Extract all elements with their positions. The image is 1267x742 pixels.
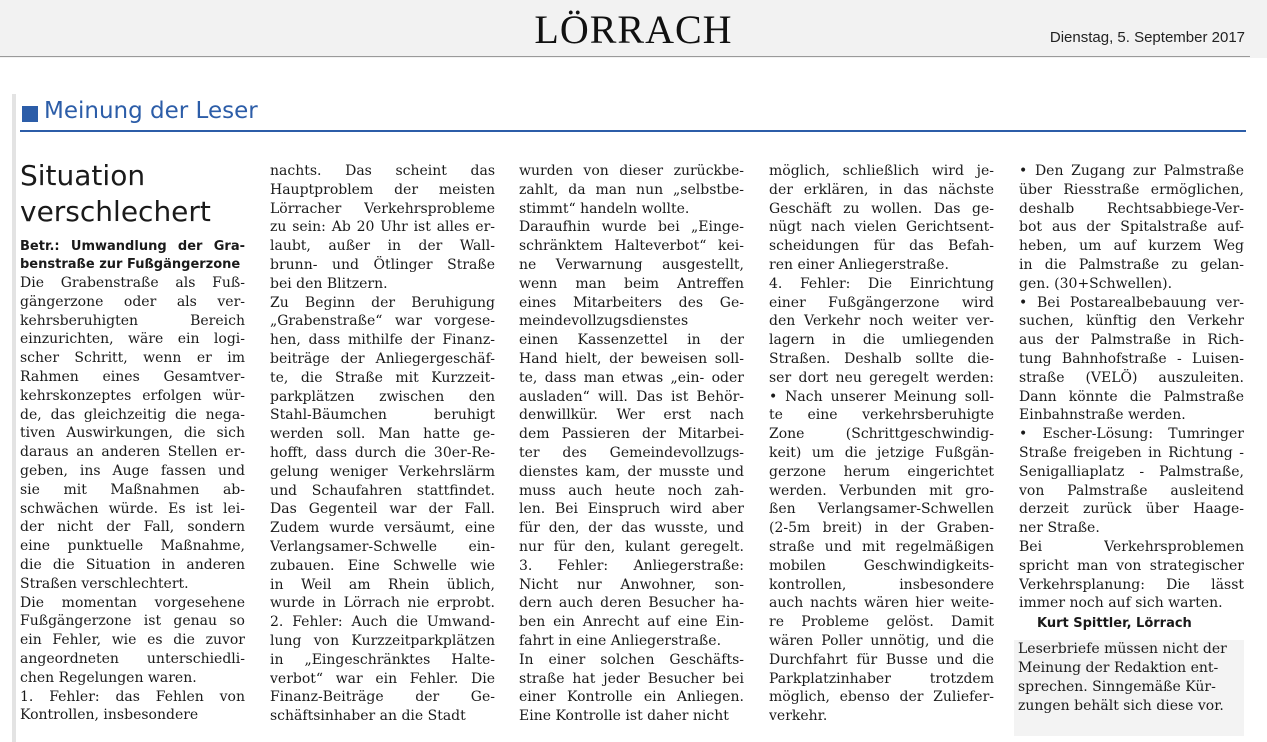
letter-signature: Kurt Spittler, Lörrach: [1037, 616, 1192, 632]
text-line: möglich, schließlich wird je-: [769, 163, 994, 179]
text-line: Zone (Schrittgeschwindig-: [769, 426, 994, 443]
text-line: keit) um die jetzige Fußgän-: [769, 444, 994, 461]
text-line: Zudem wurde versäumt, eine: [270, 520, 495, 537]
text-line: Nicht nur Anwohner, son-: [519, 576, 744, 593]
text-line: Einbahnstraße werden.: [1019, 407, 1186, 424]
text-line: re Probleme gelöst. Damit: [769, 614, 994, 631]
text-line: Straßen. Deshalb sollte die-: [769, 350, 994, 367]
text-line: und Schaufahren stattfindet.: [270, 482, 495, 499]
letter-column-1: [20, 159, 245, 725]
text-line: ßen Verlangsamer-Schwellen: [769, 501, 994, 518]
text-line: einen Kassenzettel in der: [519, 332, 744, 349]
subject-line: benstraße zur Fußgängerzone: [20, 257, 241, 272]
masthead: LÖRRACH: [534, 7, 733, 52]
text-line: wurden von dieser zurückbe-: [519, 163, 744, 179]
text-line: schwächen würde. Es ist lei-: [20, 500, 245, 517]
text-line: aus der Palmstraße in Rich-: [1019, 332, 1244, 349]
text-line: den Verkehr noch weiter ver-: [769, 313, 994, 330]
text-line: Die Grabenstraße als Fuß-: [20, 275, 245, 291]
disclaimer-line: zungen behält sich diese vor.: [1018, 698, 1224, 714]
section-divider: [20, 130, 1246, 132]
text-line: hen, dass mithilfe der Finanz-: [270, 332, 495, 349]
text-line: auch nachts wären hier weite-: [769, 595, 994, 612]
text-line: schränktem Halteverbot“ kei-: [519, 238, 744, 255]
column-body: [20, 274, 245, 725]
text-line: bei den Blitzern.: [270, 275, 388, 292]
text-line: spricht man von strategischer: [1019, 557, 1244, 574]
text-line: ben ein Anrecht auf eine Ein-: [519, 614, 744, 631]
text-line: Parkplatzinhaber trotzdem: [769, 670, 994, 687]
text-line: Hand hielt, der beweisen soll-: [519, 350, 744, 367]
text-line: 4. Fehler: Die Einrichtung: [769, 275, 994, 292]
disclaimer-line: Meinung der Redaktion ent-: [1018, 660, 1219, 676]
text-line: kehrskonzeptes erfolgen wür-: [20, 387, 245, 404]
subject-line: Betr.: Umwandlung der Gra-: [20, 239, 245, 254]
text-line: • Nach unserer Meinung soll-: [769, 388, 994, 405]
issue-date: Dienstag, 5. September 2017: [1049, 29, 1245, 46]
text-line: Straße freigeben in Richtung -: [1019, 444, 1244, 461]
text-line: stimmt“ handeln wollte.: [519, 200, 690, 217]
text-line: wurde in Lörrach nie erprobt.: [270, 595, 495, 612]
text-line: (2-5m breit) in der Graben-: [769, 520, 994, 537]
text-line: Senigalliaplatz - Palmstraße,: [1019, 463, 1244, 480]
letter-column-4: [769, 162, 994, 726]
letter-subject: [20, 238, 245, 274]
text-line: gängerzone oder als ver-: [20, 293, 245, 310]
text-line: einer Kontrolle ein Anliegen.: [519, 689, 744, 706]
text-line: in „Eingeschränktes Halte-: [270, 651, 495, 668]
section-title: Meinung der Leser: [44, 98, 258, 124]
text-line: geben, ins Auge fassen und: [20, 462, 245, 479]
text-line: Stahl-Bäumchen beruhigt: [270, 407, 495, 424]
text-line: te, dass man etwas „ein- oder: [519, 369, 744, 386]
text-line: sie mit Maßnahmen ab-: [20, 481, 245, 498]
page-margin-strip: [12, 94, 16, 742]
text-line: Geschäft zu wollen. Das ge-: [769, 200, 994, 217]
text-line: die die Situation in anderen: [20, 556, 245, 573]
column-body: [769, 162, 994, 726]
text-line: angeordneten unterschiedli-: [20, 650, 245, 667]
text-line: derzeit zurück über Haage-: [1019, 501, 1244, 518]
text-line: möglich, ebenso der Zuliefer-: [769, 689, 994, 706]
text-line: verkehr.: [769, 708, 828, 725]
text-line: eines Mitarbeiters des Ge-: [519, 294, 744, 311]
text-line: Daraufhin wurde bei „Einge-: [519, 219, 744, 236]
text-line: zahlt, da man nun „selbstbe-: [519, 181, 744, 198]
disclaimer-line: Leserbriefe müssen nicht der: [1018, 641, 1227, 657]
text-line: 2. Fehler: Auch die Umwand-: [270, 614, 495, 631]
text-line: der erklären, in das nächste: [769, 181, 994, 198]
column-body: [1019, 162, 1244, 613]
text-line: len. Bei Einspruch wird aber: [519, 501, 744, 518]
headline-line: Situation: [20, 159, 146, 192]
text-line: kontrollen, insbesondere: [769, 576, 994, 593]
disclaimer-line: sprechen. Sinngemäße Kür-: [1018, 679, 1216, 695]
text-line: Lörracher Verkehrsprobleme: [270, 200, 495, 217]
text-line: Bei Verkehrsproblemen: [1019, 538, 1244, 555]
text-line: für den, der das wusste, und: [519, 520, 744, 537]
text-line: nachts. Das scheint das: [270, 163, 495, 179]
text-line: Verkehrsplanung: Die lässt: [1019, 576, 1244, 593]
text-line: lung von Kurzzeitparkplätzen: [270, 632, 495, 649]
text-line: laubt, außer in der Wall-: [270, 238, 495, 255]
text-line: Zu Beginn der Beruhigung: [270, 294, 495, 311]
text-line: in die Palmstraße zu gelan-: [1019, 256, 1244, 273]
text-line: brunn- und Ötlinger Straße: [270, 256, 495, 273]
text-line: ausladen“ will. Das ist Behör-: [519, 388, 744, 405]
text-line: ser dort neu geregelt werden:: [769, 369, 994, 386]
text-line: Das Gegenteil war der Fall.: [270, 501, 495, 518]
text-line: einzurichten, wäre ein logi-: [20, 331, 245, 348]
text-line: einer Fußgängerzone wird: [769, 294, 994, 311]
text-line: Hauptproblem der meisten: [270, 181, 495, 198]
text-line: zu sein: Ab 20 Uhr ist alles er-: [270, 219, 495, 236]
text-line: Fußgängerzone ist genau so: [20, 613, 245, 630]
text-line: straße (VELÖ) auszuleiten.: [1019, 369, 1244, 386]
text-line: Finanz-Beiträge der Ge-: [270, 689, 495, 706]
text-line: ner Straße.: [1019, 520, 1100, 537]
text-line: in Weil am Rhein üblich,: [270, 576, 495, 593]
text-line: suchen, künftig den Verkehr: [1019, 313, 1244, 330]
text-line: 3. Fehler: Anliegerstraße:: [519, 557, 744, 574]
text-line: de, das gleichzeitig die nega-: [20, 406, 245, 423]
text-line: te eine verkehrsberuhigte: [769, 407, 994, 424]
text-line: chen Regelungen waren.: [20, 669, 197, 686]
text-line: te, die Straße mit Kurzzeit-: [270, 369, 495, 386]
text-line: • Den Zugang zur Palmstraße: [1019, 163, 1244, 179]
text-line: Durchfahrt für Busse und die: [769, 651, 994, 668]
text-line: über Riesstraße ermöglichen,: [1019, 181, 1244, 198]
section-square-icon: [22, 106, 38, 122]
text-line: dern auch deren Besucher ha-: [519, 595, 744, 612]
text-line: ne Verwarnung ausgestellt,: [519, 256, 744, 273]
text-line: von Palmstraße ausleitend: [1019, 482, 1244, 499]
text-line: immer noch auf sich warten.: [1019, 595, 1223, 612]
text-line: mobilen Geschwindigkeits-: [769, 557, 994, 574]
text-line: Die momentan vorgesehene: [20, 594, 245, 611]
text-line: In einer solchen Geschäfts-: [519, 651, 744, 668]
column-body: [270, 162, 495, 726]
text-line: gen. (30+Schwellen).: [1019, 275, 1173, 292]
text-line: verbot“ war ein Fehler. Die: [270, 670, 495, 687]
text-line: muss auch heute noch zah-: [519, 482, 744, 499]
text-line: eine punktuelle Maßnahme,: [20, 538, 245, 555]
text-line: Verlangsamer-Schwelle ein-: [270, 538, 495, 555]
text-line: wären Poller unnötig, und die: [769, 632, 994, 649]
text-line: schäftsinhaber an die Stadt: [270, 708, 466, 725]
text-line: • Escher-Lösung: Tumringer: [1019, 426, 1244, 443]
text-line: scher Schritt, wenn er im: [20, 350, 245, 367]
text-line: gelung weniger Verkehrslärm: [270, 463, 495, 480]
text-line: tiven Auswirkungen, die sich: [20, 425, 245, 442]
text-line: straße und mit regelmäßigen: [769, 538, 994, 555]
text-line: dem Passieren der Mitarbei-: [519, 426, 744, 443]
text-line: • Bei Postarealbebauung ver-: [1019, 294, 1244, 311]
text-line: heben, um auf kurzem Weg: [1019, 238, 1244, 255]
editorial-disclaimer: [1014, 640, 1244, 736]
text-line: werden soll. Man hatte ge-: [270, 426, 495, 443]
column-body: [519, 162, 744, 726]
text-line: 1. Fehler: das Fehlen von: [20, 688, 245, 705]
text-line: deshalb Rechtsabbiege-Ver-: [1019, 200, 1244, 217]
text-line: dienstes kam, der musste und: [519, 463, 744, 480]
letter-column-5: [1019, 162, 1244, 634]
text-line: „Grabenstraße“ war vorgese-: [270, 313, 495, 330]
text-line: fahrt in eine Anliegerstraße.: [519, 632, 722, 649]
text-line: der nicht der Fall, sondern: [20, 519, 245, 536]
text-line: nügt nach vielen Gerichtsent-: [769, 219, 994, 236]
text-line: denwillkür. Wer erst nach: [519, 407, 744, 424]
text-line: meindevollzugsdienstes: [519, 313, 689, 330]
text-line: straße hat jeder Besucher bei: [519, 670, 744, 687]
text-line: kehrsberuhigten Bereich: [20, 312, 245, 329]
text-line: gerzone herum eingerichtet: [769, 463, 994, 480]
text-line: Rahmen eines Gesamtver-: [20, 368, 245, 385]
text-line: hofft, dass durch die 30er-Re-: [270, 444, 495, 461]
letter-column-3: [519, 162, 744, 726]
text-line: zubauen. Eine Schwelle wie: [270, 557, 495, 574]
text-line: tung Bahnhofstraße - Luisen-: [1019, 350, 1244, 367]
text-line: beiträge der Anliegergeschäf-: [270, 350, 495, 367]
text-line: parkplätzen zwischen den: [270, 388, 495, 405]
text-line: Eine Kontrolle ist daher nicht: [519, 708, 729, 725]
text-line: lagern in die umliegenden: [769, 332, 994, 349]
text-line: nur für den, kulant geregelt.: [519, 538, 744, 555]
text-line: Straßen verschlechtert.: [20, 575, 189, 592]
text-line: Dann könnte die Palmstraße: [1019, 388, 1244, 405]
letter-headline: [20, 158, 245, 230]
text-line: bot aus der Spitalstraße auf-: [1019, 219, 1244, 236]
headline-line: verschlechert: [20, 195, 211, 228]
text-line: werden. Verbunden mit gro-: [769, 482, 994, 499]
letter-column-2: [270, 162, 495, 726]
text-line: Kontrollen, insbesondere: [20, 707, 199, 724]
text-line: ein Fehler, wie es die zuvor: [20, 632, 245, 649]
text-line: scheidungen für das Befah-: [769, 238, 994, 255]
text-line: daraus an anderen Stellen er-: [20, 444, 245, 461]
text-line: ter des Gemeindevollzugs-: [519, 444, 744, 461]
header-divider: [0, 56, 1250, 57]
text-line: wenn man beim Antreffen: [519, 275, 744, 292]
text-line: ren einer Anliegerstraße.: [769, 256, 949, 273]
